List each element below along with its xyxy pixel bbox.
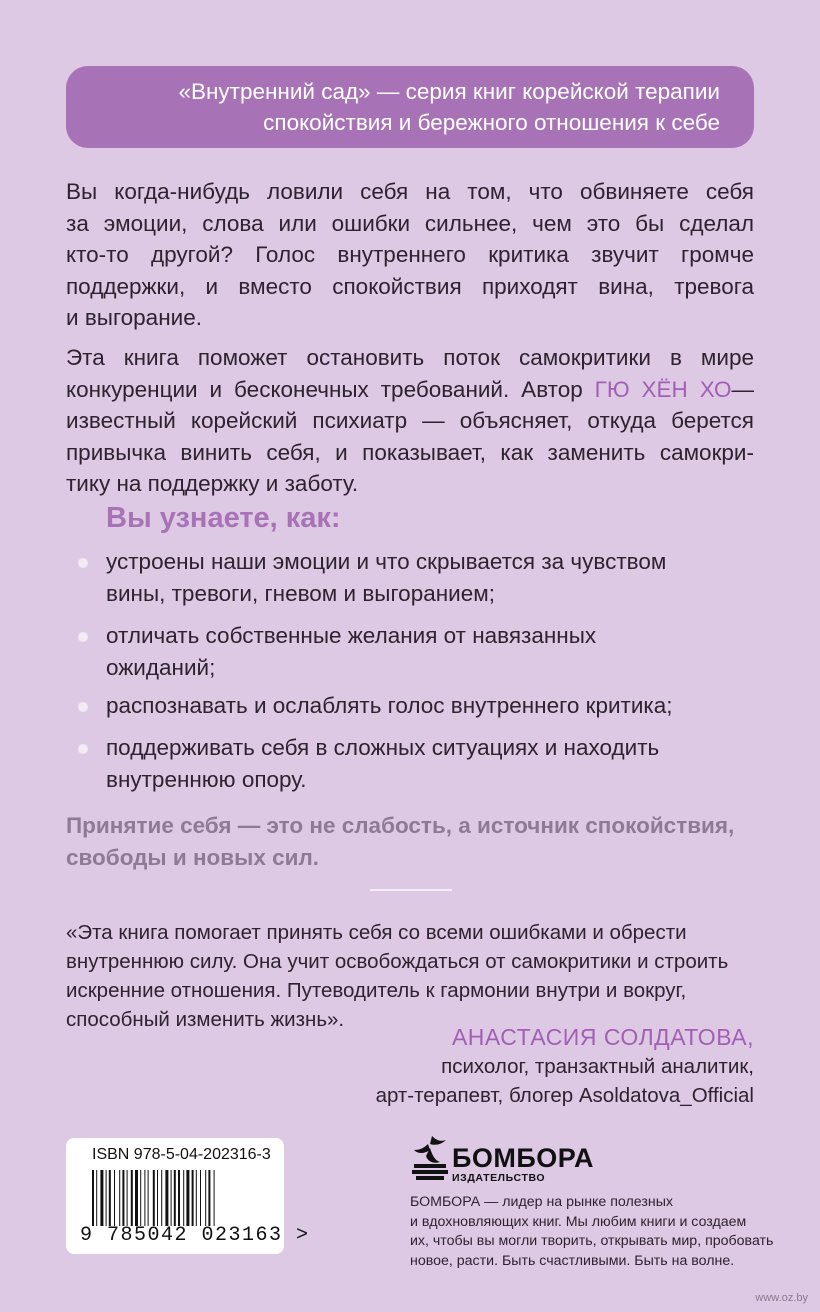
isbn-label: ISBN 978-5-04-202316-3 bbox=[92, 1146, 271, 1163]
publisher-logo-subtitle: ИЗДАТЕЛЬСТВО bbox=[452, 1172, 546, 1184]
quote-line: способный изменить жизнь». bbox=[66, 1008, 345, 1031]
reviewer-role-line: арт-терапевт, блогер Asoldatova_Official bbox=[375, 1084, 754, 1107]
list-item-text bbox=[106, 732, 756, 795]
reviewer-name: АНАСТАСИЯ СОЛДАТОВА, bbox=[451, 1024, 754, 1050]
publisher-description bbox=[410, 1193, 774, 1271]
list-item-line: вины, тревоги, гневом и выгоранием; bbox=[106, 580, 495, 606]
list-item-line: отличать собственные желания от навязанных bbox=[106, 623, 597, 648]
banner-line-1: «Внутренний сад» — серия книг корейской терапии bbox=[178, 79, 720, 104]
barcode-icon bbox=[92, 1170, 264, 1226]
publisher-line: и вдохновляющих книг. Мы любим книги и создаем bbox=[410, 1213, 747, 1230]
about-line: Эта книга поможет остановить поток самокритики в мире bbox=[66, 345, 754, 370]
about-paragraph bbox=[66, 342, 754, 500]
list-item-line: устроены наши эмоции и что скрывается за чувством bbox=[106, 549, 667, 574]
bullet-dot-icon bbox=[78, 702, 88, 712]
motto-line: свободы и новых сил. bbox=[66, 845, 320, 870]
bombora-logo-icon bbox=[410, 1134, 450, 1182]
bullet-dot-icon bbox=[78, 744, 88, 754]
intro-line: за эмоции, слова или ошибки сильнее, чем это бы сделал bbox=[66, 210, 754, 236]
about-line: известный корейский психиатр — объясняет, откуда берется bbox=[66, 408, 754, 433]
about-line: привычка винить себя, и показывает, как заменить самокри- bbox=[66, 439, 754, 465]
list-item-line: распознавать и ослаблять голос внутреннего критика; bbox=[106, 693, 673, 718]
quote-line: внутреннюю силу. Она учит освобождаться от самокритики и строить bbox=[66, 950, 729, 973]
about-line-end: — bbox=[731, 376, 754, 402]
list-item-text bbox=[106, 690, 756, 722]
motto-line: Принятие себя — это не слабость, а источник спокойствия, bbox=[66, 813, 735, 838]
quote-line: искренние отношения. Путеводитель к гармонии внутри и вокруг, bbox=[66, 979, 687, 1002]
intro-line: Вы когда-нибудь ловили себя на том, что обвиняете себя bbox=[66, 179, 754, 204]
banner-line-2: спокойствия и бережного отношения к себе bbox=[263, 110, 720, 135]
quote-line: «Эта книга помогает принять себя со всеми ошибками и обрести bbox=[66, 921, 687, 944]
publisher-line: БОМБОРА — лидер на рынке полезных bbox=[410, 1194, 673, 1210]
learn-heading: Вы узнаете, как: bbox=[106, 502, 341, 534]
intro-paragraph bbox=[66, 176, 754, 334]
list-item-line: ожиданий; bbox=[106, 654, 216, 680]
intro-line: кто-то другой? Голос внутреннего критика звучит громче bbox=[66, 242, 754, 267]
watermark: www.oz.by bbox=[755, 1292, 808, 1304]
list-item-text bbox=[106, 546, 756, 609]
publisher-line: новое, расти. Быть счастливыми. Быть на волне. bbox=[410, 1252, 735, 1269]
list-item-line: поддерживать себя в сложных ситуациях и находить bbox=[106, 735, 660, 760]
motto bbox=[66, 810, 754, 874]
review-quote bbox=[66, 918, 754, 1034]
bullet-dot-icon bbox=[78, 632, 88, 642]
publisher-line: их, чтобы вы могли творить, открывать мир, пробовать bbox=[410, 1233, 774, 1249]
about-line: тику на поддержку и заботу. bbox=[66, 471, 359, 496]
bullet-dot-icon bbox=[78, 558, 88, 568]
author-highlight: ГЮ ХЁН ХО bbox=[594, 376, 732, 402]
intro-line: поддержки, и вместо спокойствия приходят вина, тревога bbox=[66, 273, 754, 299]
list-item-text bbox=[106, 620, 756, 683]
about-line-with-author bbox=[66, 374, 754, 406]
series-banner bbox=[66, 66, 754, 148]
isbn-barcode-box bbox=[66, 1138, 310, 1254]
list-item-line: внутреннюю опору. bbox=[106, 766, 307, 792]
about-line-start: конкуренции и бесконечных требований. Автор bbox=[66, 376, 595, 402]
reviewer-role-line: психолог, транзактный аналитик, bbox=[441, 1055, 754, 1078]
reviewer-role bbox=[376, 1052, 754, 1110]
barcode-digits: 9 785042 023163 > bbox=[80, 1224, 310, 1247]
intro-line: и выгорание. bbox=[66, 305, 202, 330]
divider bbox=[370, 889, 452, 891]
publisher-logo-title: БОМБОРА bbox=[452, 1143, 594, 1173]
